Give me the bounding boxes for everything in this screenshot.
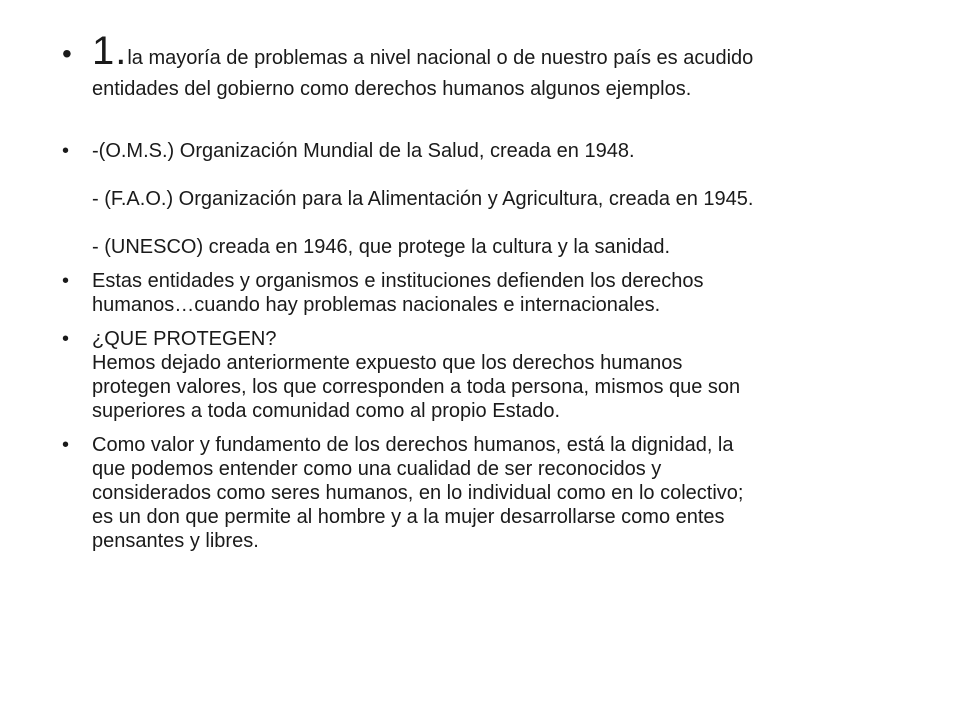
bullet-4-line-1: ¿QUE PROTEGEN?	[92, 328, 277, 350]
bullet-item-2	[62, 139, 922, 259]
bullet-5-line-1: Como valor y fundamento de los derechos humanos, está la dignidad, la	[92, 434, 734, 456]
bullet-4-line-3: protegen valores, los que corresponden a toda persona, mismos que son	[92, 376, 741, 398]
bullet-list	[62, 28, 922, 553]
bullet-2-line-1: -(O.M.S.) Organización Mundial de la Salud, creada en 1948.	[92, 140, 635, 162]
bullet-dot: •	[62, 270, 70, 292]
bullet-dot: •	[62, 328, 70, 350]
bullet-dot: •	[62, 38, 72, 69]
bullet-1-line-2: entidades del gobierno como derechos humanos algunos ejemplos.	[92, 78, 692, 100]
bullet-2-line-5: - (UNESCO) creada en 1946, que protege la cultura y la sanidad.	[92, 236, 671, 258]
bullet-4-line-2: Hemos dejado anteriormente expuesto que los derechos humanos	[92, 352, 683, 374]
bullet-item-4	[62, 327, 922, 423]
bullet-dot: •	[62, 140, 70, 162]
bullet-2-line-3: - (F.A.O.) Organización para la Alimentación y Agricultura, creada en 1945.	[92, 188, 754, 210]
bullet-5-line-3: considerados como seres humanos, en lo individual como en lo colectivo;	[92, 482, 744, 504]
bullet-dot: •	[62, 434, 70, 456]
bullet-2-blank-2	[92, 211, 922, 235]
bullet-item-5	[62, 433, 922, 553]
bullet-3-line-2: humanos…cuando hay problemas nacionales e internacionales.	[92, 294, 661, 316]
bullet-1-line-1: la mayoría de problemas a nivel nacional o de nuestro país es acudido	[127, 47, 754, 69]
bullet-1-number: 1.	[92, 29, 128, 73]
bullet-1-first-row	[92, 28, 922, 81]
bullet-2-blank-1	[92, 163, 922, 187]
bullet-3-line-1: Estas entidades y organismos e instituciones defienden los derechos	[92, 270, 704, 292]
bullet-5-line-5: pensantes y libres.	[92, 530, 259, 552]
bullet-item-3	[62, 269, 922, 317]
bullet-4-line-4: superiores a toda comunidad como al propio Estado.	[92, 400, 561, 422]
bullet-5-line-2: que podemos entender como una cualidad de ser reconocidos y	[92, 458, 662, 480]
bullet-item-1	[62, 28, 922, 101]
bullet-5-line-4: es un don que permite al hombre y a la mujer desarrollarse como entes	[92, 506, 725, 528]
